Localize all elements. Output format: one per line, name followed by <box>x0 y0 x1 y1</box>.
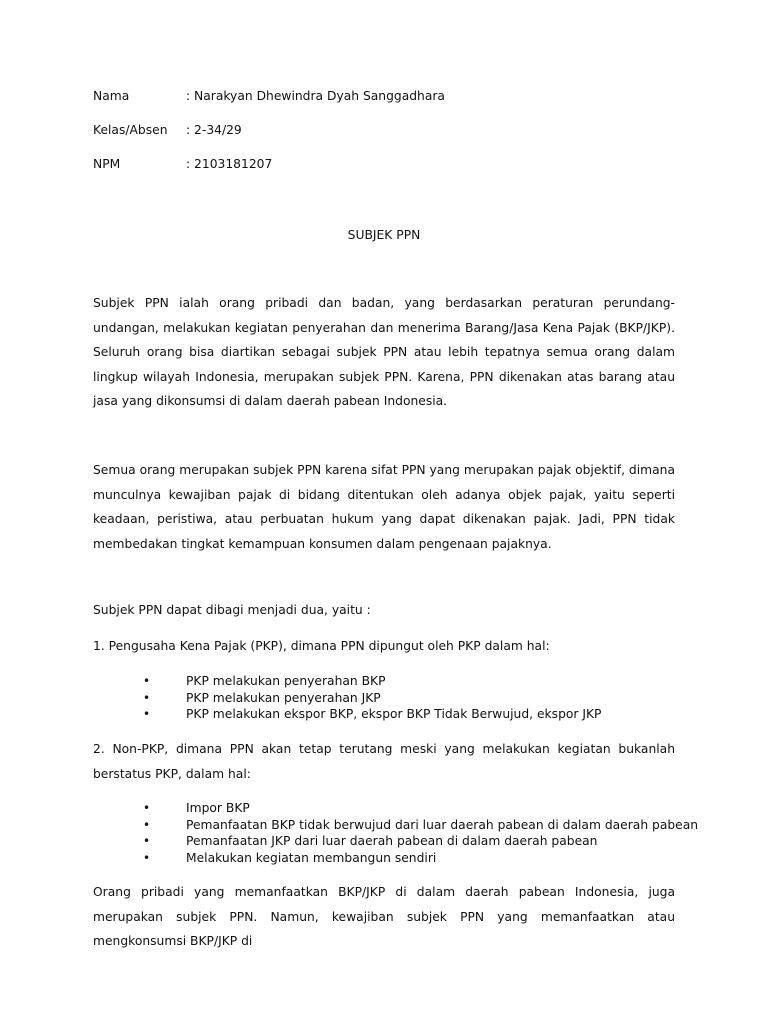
pkp-bullet-list <box>0 673 768 723</box>
list-item <box>0 690 768 707</box>
list-item <box>0 833 768 850</box>
field-value-nama: : Narakyan Dhewindra Dyah Sanggadhara <box>186 89 445 103</box>
list-item-text: PKP melakukan penyerahan JKP <box>186 690 381 705</box>
bullet-icon: • <box>143 690 151 705</box>
field-label-npm: NPM <box>93 157 121 171</box>
document-title: SUBJEK PPN <box>347 228 421 242</box>
list-item <box>0 800 768 817</box>
list-item <box>0 850 768 867</box>
field-value-kelas-absen: : 2-34/29 <box>186 123 242 137</box>
list-item-text: Pemanfaatan BKP tidak berwujud dari luar daerah pabean di dalam daerah pabean <box>186 817 699 832</box>
bullet-icon: • <box>143 707 151 722</box>
paragraph-2: Semua orang merupakan subjek PPN karena sifat PPN yang merupakan pajak objektif, dimana munculnya kewajiban pajak di bidang ditentukan oleh adanya objek pajak, yaitu seperti keadaan, peristiwa, atau perbuatan hukum yang dapat dikenakan pajak. Jadi, PPN tidak membedakan tingkat kemampuan konsumen dalam pengenaan pajaknya. <box>93 463 675 551</box>
paragraph-3: Orang pribadi yang memanfaatkan BKP/JKP di dalam daerah pabean Indonesia, juga merupakan subjek PPN. Namun, kewajiban subjek PPN yang memanfaatkan atau mengkonsumsi BKP/JKP di <box>93 885 675 948</box>
list-item-text: PKP melakukan penyerahan BKP <box>186 674 386 688</box>
list-item-text: Pemanfaatan JKP dari luar daerah pabean di dalam daerah pabean <box>186 834 598 849</box>
bullet-icon: • <box>143 851 151 866</box>
list-item-text: Melakukan kegiatan membangun sendiri <box>186 851 437 866</box>
field-value-npm: : 2103181207 <box>186 157 273 171</box>
list-item-text: PKP melakukan ekspor BKP, ekspor BKP Tidak Berwujud, ekspor JKP <box>186 707 602 722</box>
bullet-icon: • <box>143 801 151 815</box>
bullet-icon: • <box>143 834 151 849</box>
paragraph-1: Subjek PPN ialah orang pribadi dan badan, yang berdasarkan peraturan perundang-undangan, melakukan kegiatan penyerahan dan menerima Barang/Jasa Kena Pajak (BKP/JKP). Seluruh orang bisa diartikan sebagai subjek PPN atau lebih tepatnya semua orang dalam lingkup wilayah Indonesia, merupakan subjek PPN. Karena, PPN dikenakan atas barang atau jasa yang dikonsumsi di dalam daerah pabean Indonesia. <box>93 296 675 408</box>
list-intro: Subjek PPN dapat dibagi menjadi dua, yaitu : <box>93 603 371 617</box>
list-item <box>0 706 768 723</box>
list-item <box>0 673 768 690</box>
bullet-icon: • <box>143 674 151 688</box>
bullet-icon: • <box>143 817 151 832</box>
list-item <box>0 817 768 834</box>
field-label-kelas-absen: Kelas/Absen <box>93 123 168 137</box>
nonpkp-bullet-list <box>0 800 768 867</box>
field-label-nama: Nama <box>93 89 130 103</box>
category-nonpkp-heading: 2. Non-PKP, dimana PPN akan tetap terutang meski yang melakukan kegiatan bukanlah berstatus PKP, dalam hal: <box>93 742 675 781</box>
category-pkp-heading: 1. Pengusaha Kena Pajak (PKP), dimana PPN dipungut oleh PKP dalam hal: <box>93 639 550 653</box>
list-item-text: Impor BKP <box>186 801 250 815</box>
